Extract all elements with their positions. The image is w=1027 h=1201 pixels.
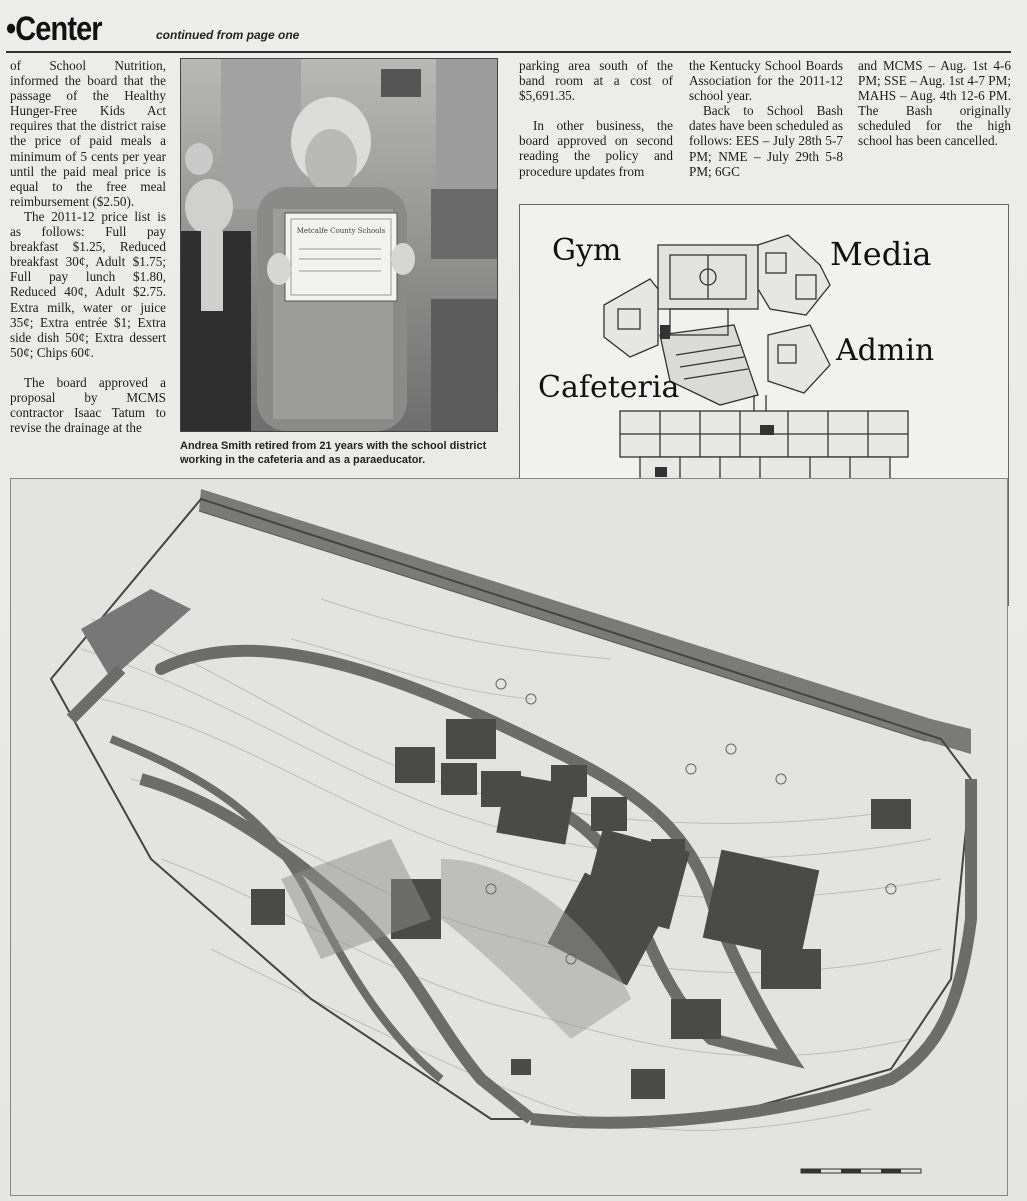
paragraph: of School Nutrition, informed the board that the passage of the Healthy Hunger-Free Kids Act requires that the district raise the price of paid meals a minimum of 5 cents per year until the paid meal price is equal to the free meal reimbursement ($2.50). bbox=[10, 58, 166, 209]
continued-note: continued from page one bbox=[156, 28, 300, 42]
retirement-photo bbox=[180, 58, 498, 432]
site-plan-drawing bbox=[11, 479, 1007, 1195]
paragraph: The 2011-12 price list is as follows: Full pay breakfast $1.25, Reduced breakfast 30¢, Adult $1.75; Full pay lunch $1.80, Reduced 40¢, Adult $2.75. Extra milk, water or juice 35¢; Extra entrée $1; Extra side dish 50¢; Extra dessert 50¢; Chips 60¢. bbox=[10, 208, 166, 360]
paragraph: The board approved a proposal by MCMS contractor Isaac Tatum to revise the drainage at the bbox=[10, 374, 166, 436]
label-admin: Admin bbox=[836, 333, 935, 368]
label-gym: Gym bbox=[552, 233, 622, 268]
article-column-4 bbox=[689, 58, 843, 179]
label-cafeteria: Cafeteria bbox=[538, 370, 680, 405]
article-column-5 bbox=[858, 58, 1011, 149]
campus-site-plan bbox=[10, 478, 1008, 1196]
paragraph: the Kentucky School Boards Association for the 2011-12 school year. bbox=[689, 58, 843, 104]
label-media: Media bbox=[830, 235, 932, 273]
paragraph: and MCMS – Aug. 1st 4-6 PM; SSE – Aug. 1st 4-7 PM; MAHS – Aug. 4th 12-6 PM. The Bash originally scheduled for the high school has been cancelled. bbox=[858, 58, 1011, 149]
section-kicker: •Center bbox=[6, 10, 102, 48]
photo-caption: Andrea Smith retired from 21 years with the school district working in the cafeteria and as a paraeducator. bbox=[180, 440, 487, 466]
header-rule bbox=[6, 51, 1011, 53]
photo-illustration bbox=[181, 59, 497, 431]
certificate-text: Metcalfe County Schools bbox=[296, 227, 386, 235]
article-column-3 bbox=[519, 58, 673, 179]
article-column-1 bbox=[10, 58, 166, 435]
article-header bbox=[6, 10, 526, 50]
paragraph: Back to School Bash dates have been scheduled as follows: EES – July 28th 5-7 PM; NME – July 29th 5-8 PM; 6GC bbox=[689, 103, 843, 179]
paragraph: parking area south of the band room at a cost of $5,691.35. bbox=[519, 58, 673, 104]
paragraph: In other business, the board approved on second reading the policy and procedure updates from bbox=[519, 118, 673, 179]
